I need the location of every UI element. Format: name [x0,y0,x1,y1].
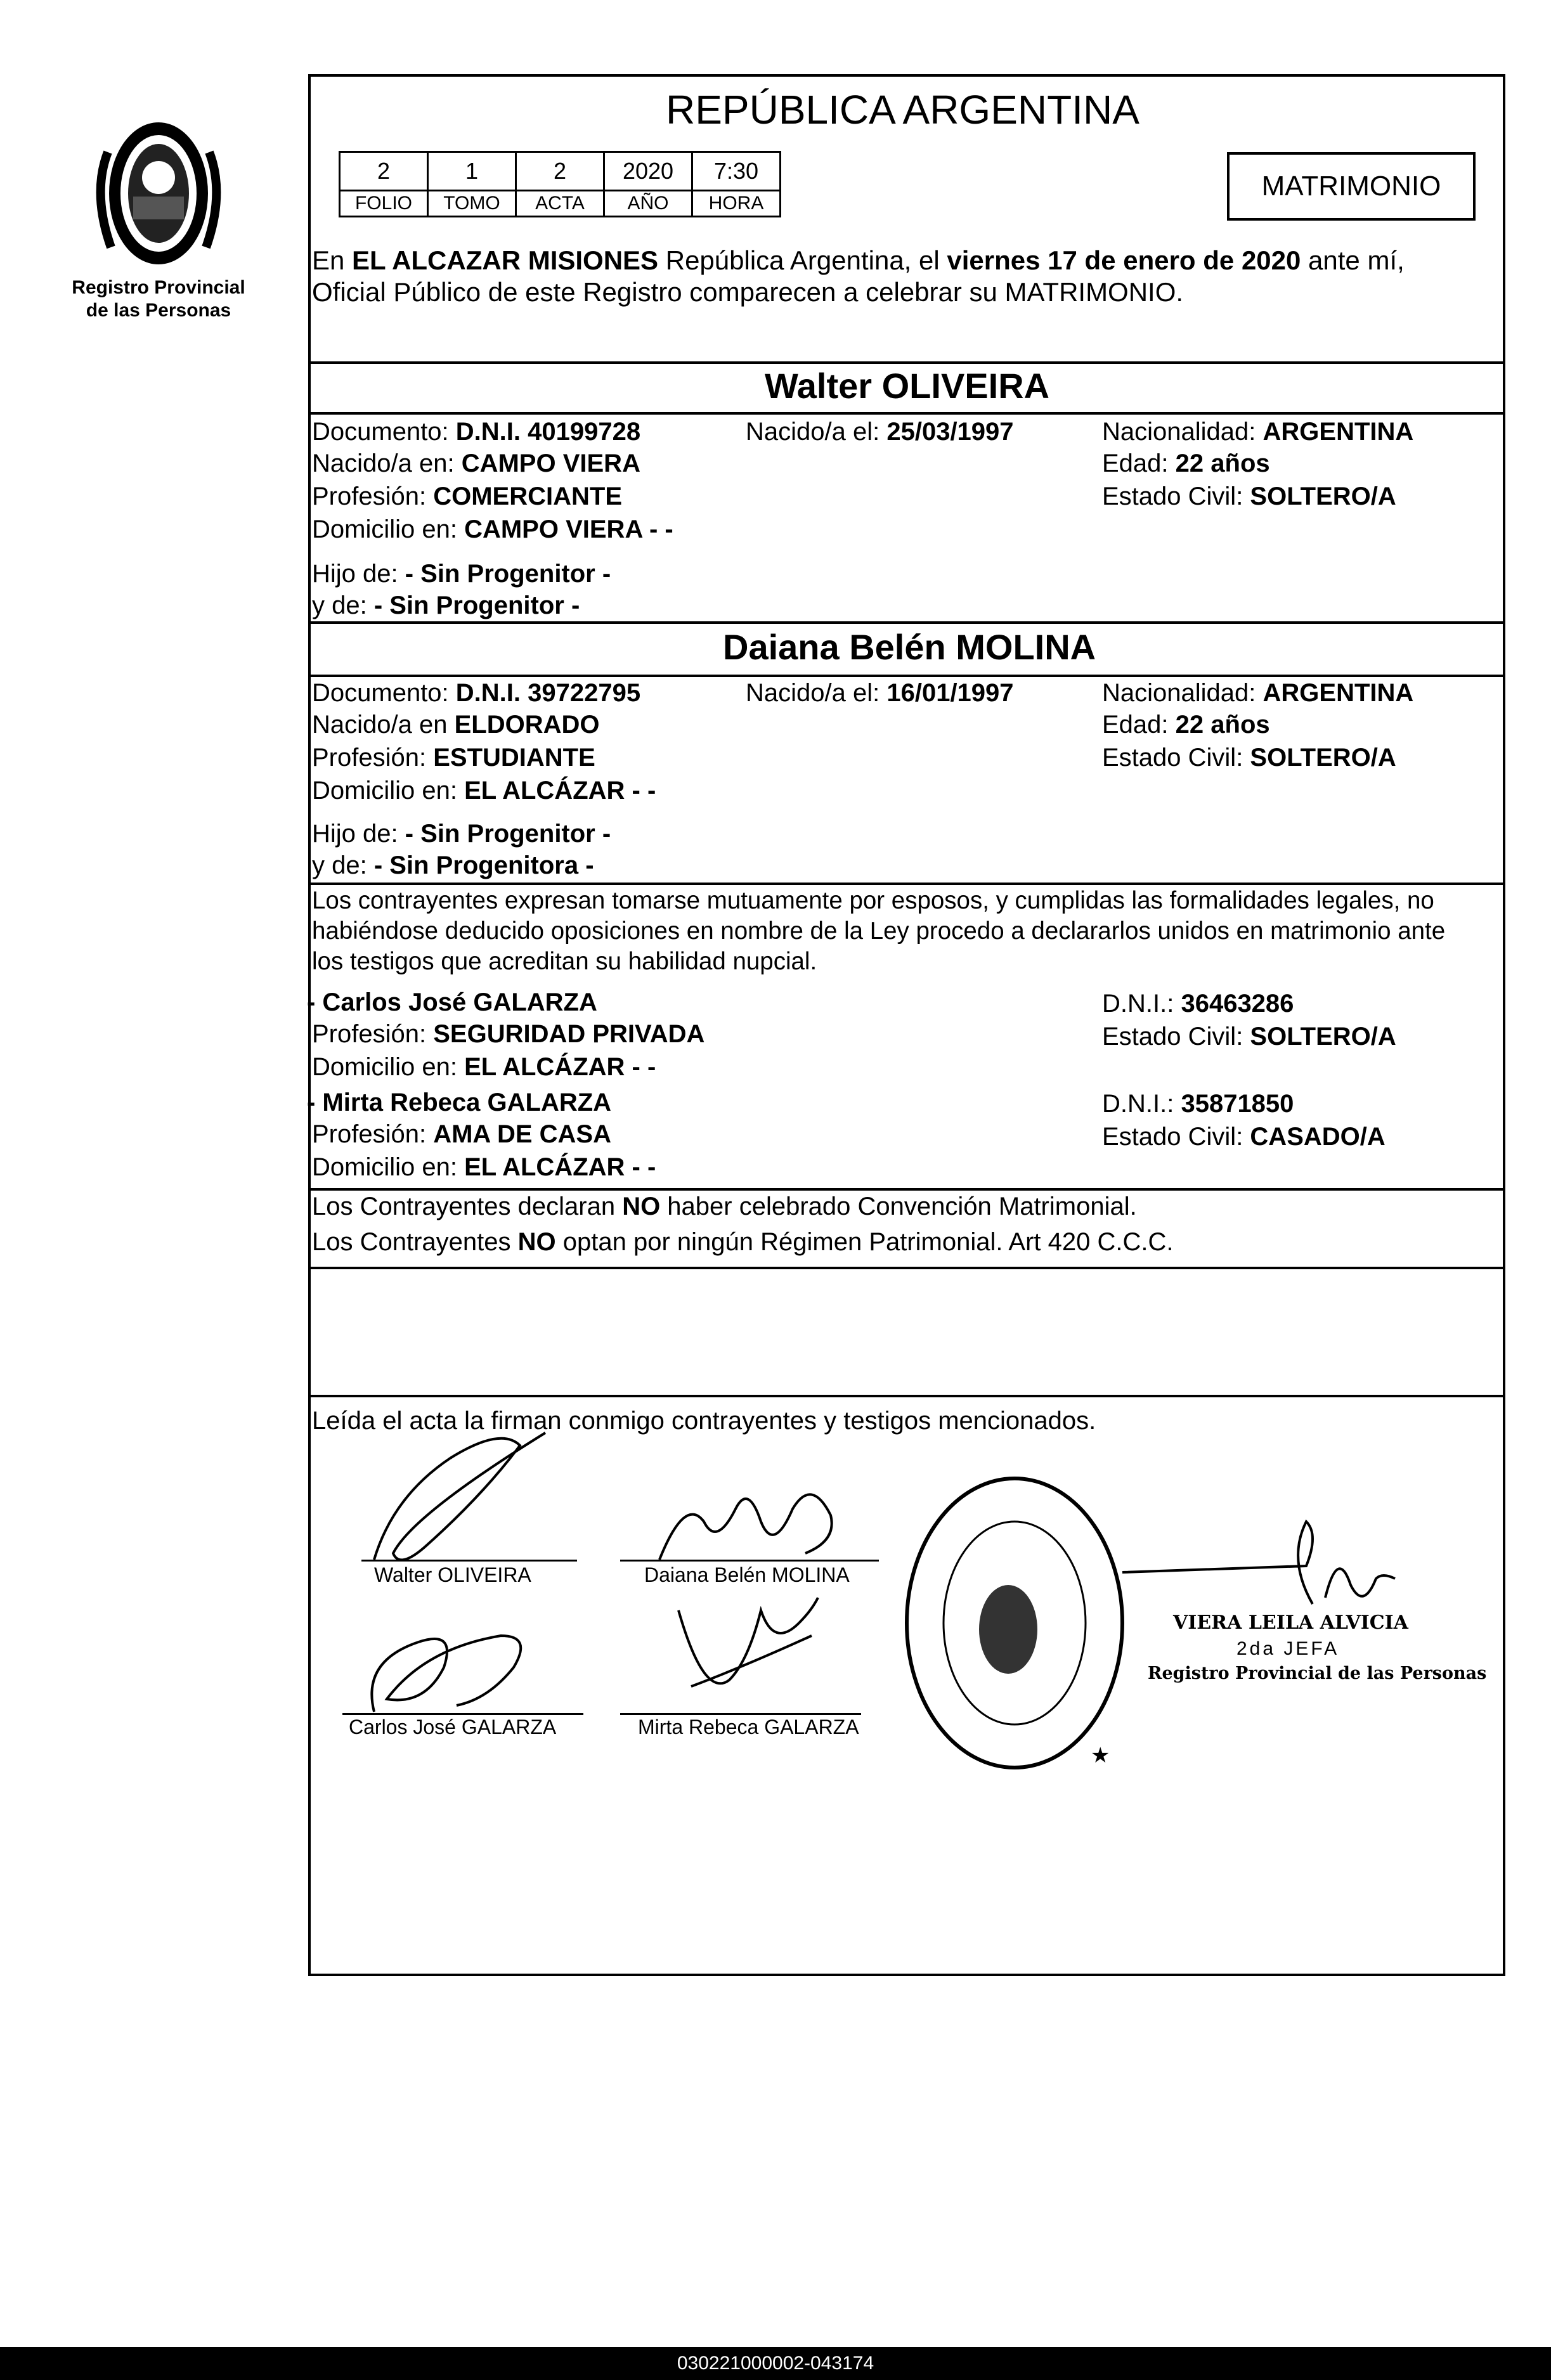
field-value: SOLTERO/A [1250,744,1396,772]
regime-text: haber celebrado Convención Matrimonial. [660,1193,1137,1220]
signature-line-2 [620,1560,879,1562]
signature-line-1 [361,1560,577,1562]
field-value: D.N.I. 40199728 [455,418,641,446]
spouse2-mother [312,850,594,881]
tomo-value: 1 [428,152,516,191]
anio-value: 2020 [604,152,692,191]
field-value: D.N.I. 39722795 [455,679,641,707]
regime-emphasis: NO [622,1193,661,1220]
field-label: Profesión: [312,744,434,772]
field-value: ELDORADO [454,711,600,739]
tomo-label: TOMO [428,191,516,217]
anio-label: AÑO [604,191,692,217]
act-type-label: MATRIMONIO [1261,171,1441,202]
acta-value: 2 [516,152,604,191]
field-value: 22 años [1175,711,1270,739]
hora-label: HORA [692,191,781,217]
spouse1-age [1102,448,1270,479]
acta-label: ACTA [516,191,604,217]
field-value: ESTUDIANTE [433,744,595,772]
regime-line2 [312,1226,1174,1258]
field-label: Profesión: [312,482,434,510]
spouse2-nationality [1102,677,1413,709]
witness1-profession [312,1018,704,1050]
field-value: 16/01/1997 [886,679,1014,707]
spouse2-domicile [312,775,656,806]
signature-1-icon [355,1420,583,1579]
spouse2-age [1102,709,1270,741]
field-value: 22 años [1175,449,1270,477]
field-value: 35871850 [1181,1090,1294,1118]
intro-date: viernes 17 de enero de 2020 [947,245,1301,275]
regime-line1 [312,1191,1137,1222]
folio-value: 2 [340,152,428,191]
witness1-dni [1102,988,1294,1019]
witness1-domicile [312,1051,656,1083]
spouse2-birthplace [312,709,599,741]
registry-caption [63,276,254,322]
witness1-civil-status [1102,1021,1396,1052]
official-name: VIERA LEILA ALVICIA [1173,1612,1408,1634]
spouse1-document [312,416,640,448]
document-id-bar [0,2347,1551,2380]
field-value: - Sin Progenitor - [405,560,611,588]
act-type-box [1227,152,1476,221]
declaration-line3: los testigos que acreditan su habilidad nupcial. [312,948,817,975]
field-label: Estado Civil: [1102,482,1250,510]
spouse1-civil-status [1102,481,1396,512]
field-label: Domicilio en: [312,515,465,543]
spouse1-name: Walter OLIVEIRA [765,366,1050,406]
field-label: Estado Civil: [1102,1123,1250,1151]
field-value: AMA DE CASA [433,1120,611,1148]
intro-text: En [312,245,353,275]
field-label: Documento: [312,679,456,707]
field-label: D.N.I.: [1102,990,1181,1018]
intro-line1 [312,245,1405,276]
field-label: Nacido/a el: [746,418,887,446]
field-value: 36463286 [1181,990,1294,1018]
field-label: Edad: [1102,711,1176,739]
misiones-seal-icon [79,108,238,279]
field-value: 25/03/1997 [886,418,1014,446]
witness2-civil-status [1102,1121,1386,1153]
field-value: CAMPO VIERA [461,449,640,477]
spouse2-father [312,818,611,850]
field-label: Domicilio en: [312,1053,465,1081]
spouse1-nationality [1102,416,1413,448]
signature-line-3 [342,1713,583,1715]
field-value: - Sin Progenitora - [373,851,594,879]
field-value: CAMPO VIERA - - [464,515,673,543]
signature-caption-3: Carlos José GALARZA [349,1716,557,1738]
official-office: Registro Provincial de las Personas [1148,1664,1487,1683]
field-label: Estado Civil: [1102,1023,1250,1051]
field-label: Hijo de: [312,560,405,588]
regime-text: Los Contrayentes declaran [312,1193,623,1220]
field-value: ARGENTINA [1262,418,1414,446]
divider [308,621,1505,624]
declaration-line2: habiéndose deducido oposiciones en nombre de la Ley procedo a declararlos unidos en matrimonio ante [312,917,1446,945]
page-title: REPÚBLICA ARGENTINA [666,87,1139,133]
spouse2-civil-status [1102,742,1396,773]
field-value: SOLTERO/A [1250,1023,1396,1051]
signature-caption-1: Walter OLIVEIRA [374,1563,531,1586]
spouse1-father [312,558,611,590]
field-value: CASADO/A [1250,1123,1386,1151]
field-value: - Sin Progenitor - [373,592,580,619]
intro-place: EL ALCAZAR MISIONES [352,245,659,275]
divider [308,1395,1505,1397]
field-label: D.N.I.: [1102,1090,1181,1118]
closing-text: Leída el acta la firman conmigo contrayentes y testigos mencionados. [312,1407,1096,1435]
field-value: EL ALCÁZAR - - [464,1153,656,1181]
field-label: Domicilio en: [312,777,465,805]
field-value: - Sin Progenitor - [405,820,611,848]
field-label: y de: [312,851,374,879]
spouse1-profession [312,481,622,512]
signature-caption-4: Mirta Rebeca GALARZA [638,1716,859,1738]
registry-caption-line1: Registro Provincial [72,277,245,298]
intro-text: República Argentina, el [658,245,947,275]
signature-line-4 [620,1713,861,1715]
registry-stamp-icon [900,1471,1129,1775]
spouse2-birthdate [746,677,1014,709]
field-value: COMERCIANTE [433,482,622,510]
witness2-profession [312,1118,611,1150]
intro-text: ante mí, [1301,245,1405,275]
spouse1-mother [312,590,580,621]
field-label: Nacionalidad: [1102,418,1263,446]
field-label: Nacido/a el: [746,679,887,707]
field-label: Nacido/a en: [312,449,462,477]
signature-4-icon [653,1585,843,1712]
regime-text: optan por ningún Régimen Patrimonial. Art 420 C.C.C. [555,1228,1174,1256]
regime-text: Los Contrayentes [312,1228,518,1256]
document-id: 030221000002-043174 [677,2353,874,2374]
field-value: EL ALCÁZAR - - [464,777,656,805]
divider [308,412,1505,415]
signature-caption-2: Daiana Belén MOLINA [644,1563,850,1586]
spouse2-document [312,677,640,709]
spouse2-profession [312,742,595,773]
field-label: Documento: [312,418,456,446]
field-label: Nacionalidad: [1102,679,1263,707]
regime-emphasis: NO [517,1228,556,1256]
spouse1-birthdate [746,416,1014,448]
folio-label: FOLIO [340,191,428,217]
field-label: Edad: [1102,449,1176,477]
field-label: Domicilio en: [312,1153,465,1181]
field-label: Profesión: [312,1120,434,1148]
divider [308,1267,1505,1269]
intro-line2: Oficial Público de este Registro comparecen a celebrar su MATRIMONIO. [312,277,1184,307]
field-value: ARGENTINA [1262,679,1414,707]
witness1-name: - Carlos José GALARZA [307,988,597,1016]
official-role: 2da JEFA [1236,1638,1340,1659]
field-label: Estado Civil: [1102,744,1250,772]
field-label: Nacido/a en [312,711,455,739]
register-table [339,151,781,217]
declaration-line1: Los contrayentes expresan tomarse mutuamente por esposos, y cumplidas las formalidades legales, no [312,887,1434,914]
divider [308,361,1505,364]
field-label: Profesión: [312,1020,434,1048]
witness2-name: - Mirta Rebeca GALARZA [307,1089,612,1116]
hora-value: 7:30 [692,152,781,191]
field-value: EL ALCÁZAR - - [464,1053,656,1081]
witness2-domicile [312,1151,656,1183]
registry-caption-line2: de las Personas [86,300,231,321]
spouse1-domicile [312,514,673,545]
witness2-dni [1102,1088,1294,1120]
field-value: SEGURIDAD PRIVADA [433,1020,705,1048]
field-value: SOLTERO/A [1250,482,1396,510]
svg-text:★: ★ [1091,1743,1110,1768]
field-label: Hijo de: [312,820,405,848]
province-seal [79,108,238,279]
spouse2-name: Daiana Belén MOLINA [723,627,1096,667]
spouse1-birthplace [312,448,640,479]
field-label: y de: [312,592,374,619]
